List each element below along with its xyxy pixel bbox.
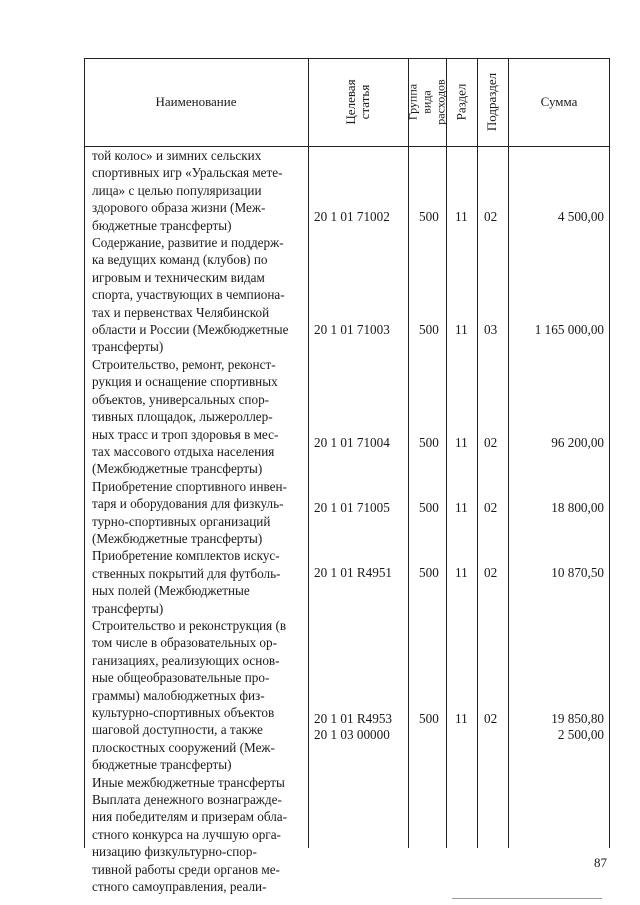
amount: 19 850,80 [551,711,604,726]
column-divider [446,58,447,848]
group-code: 500 [419,711,439,726]
desc-line: шаговой доступности, а также [92,722,263,738]
target-code: 20 1 01 71005 [314,500,390,515]
footer-rule [452,898,602,899]
desc-line: ния победителям и призерам обла- [92,809,288,825]
desc-line: стного самоуправления, реали- [92,879,267,895]
page-number: 87 [594,855,607,870]
desc-line: бюджетные трансферты) [92,217,232,233]
group-code: 500 [419,435,439,450]
desc-line: плоскостных сооружений (Меж- [92,739,275,755]
desc-line: ственных покрытий для футболь- [92,565,281,581]
target-code: 20 1 03 00000 [314,727,390,742]
amount: 96 200,00 [551,435,604,450]
desc-line: (Межбюджетные трансферты) [92,530,263,546]
section-code: 11 [455,435,468,450]
header-sum: Сумма [540,94,578,109]
header-section-label: Раздел [453,83,469,121]
subsection-code: 02 [484,435,498,450]
desc-line: том числе в образовательных ор- [92,635,278,651]
desc-line: тивных площадок, лыжероллер- [92,409,273,425]
desc-line: ных полей (Межбюджетные [92,583,250,599]
desc-line: турно-спортивных организаций [92,513,271,529]
header-target [308,58,408,146]
column-divider [508,58,509,848]
desc-line: объектов, универсальных спор- [92,391,270,407]
group-code: 500 [419,565,439,580]
desc-line: ные общеобразовательные про- [92,670,270,686]
subsection-code: 02 [484,209,498,224]
section-code: 11 [455,500,468,515]
desc-line: (Межбюджетные трансферты) [92,461,263,477]
desc-line: ганизациях, реализующих основ- [92,652,280,668]
amount: 2 500,00 [557,727,604,742]
desc-line: тах массового отдыха населения [92,443,275,459]
target-code: 20 1 01 R4953 [314,711,393,726]
target-code: 20 1 01 71002 [314,209,390,224]
desc-line: лица» с целью популяризации [92,182,262,198]
subsection-code: 02 [484,565,498,580]
header-name: Наименование [155,94,237,109]
desc-line: ных трасс и троп здоровья в мес- [92,426,279,442]
group-code: 500 [419,322,439,337]
amount: 18 800,00 [551,500,604,515]
desc-line: таря и оборудования для физкуль- [92,496,284,512]
header-section [446,58,477,146]
subsection-code: 02 [484,711,498,726]
header-target-label: Целевая статья [343,79,372,125]
desc-line: стного конкурса на лучшую орга- [92,826,281,842]
column-divider [477,58,478,848]
description-column [92,147,306,895]
desc-line: той колос» и зимних сельских [92,148,262,163]
desc-line: рукция и оснащение спортивных [92,374,278,390]
amount: 1 165 000,00 [534,322,604,337]
target-code: 20 1 01 71003 [314,322,390,337]
desc-line: Приобретение комплектов искус- [92,548,280,564]
desc-line: бюджетные трансферты) [92,757,232,773]
header-subsection [477,58,508,146]
header-group-label: Группа вида расходов [406,79,448,125]
desc-line: ка ведущих команд (клубов) по [92,252,268,268]
desc-line: Иные межбюджетные трансферты [92,774,285,790]
section-code: 11 [455,565,468,580]
column-divider [308,58,309,848]
target-code: 20 1 01 R4951 [314,565,393,580]
subsection-code: 02 [484,500,498,515]
group-code: 500 [419,500,439,515]
desc-line: Содержание, развитие и поддерж- [92,235,284,251]
target-code: 20 1 01 71004 [314,435,390,450]
desc-line: спортивных игр «Уральская мете- [92,165,283,181]
group-code: 500 [419,209,439,224]
desc-line: трансферты) [92,339,164,355]
desc-line: спорта, участвующих в чемпиона- [92,287,285,303]
section-code: 11 [455,711,468,726]
desc-line: игровым и техническим видам [92,269,265,285]
desc-line: здорового образа жизни (Меж- [92,200,266,216]
desc-line: Приобретение спортивного инвен- [92,478,287,494]
header-group [408,58,446,146]
desc-line: Выплата денежного вознагражде- [92,792,282,808]
amount: 10 870,50 [551,565,604,580]
desc-line: трансферты) [92,600,164,616]
subsection-code: 03 [484,322,498,337]
desc-line: граммы) малобюджетных физ- [92,687,265,703]
desc-line: культурно-спортивных объектов [92,705,275,720]
header-subsection-label: Подраздел [484,72,500,132]
desc-line: Строительство, ремонт, реконст- [92,356,276,372]
desc-line: области и России (Межбюджетные [92,322,289,338]
desc-line: Строительство и реконструкция (в [92,617,287,633]
section-code: 11 [455,322,468,337]
column-divider [408,58,409,848]
desc-line: низацию физкультурно-спор- [92,844,257,860]
desc-line: тивной работы среди органов ме- [92,861,280,877]
desc-line: тах и первенствах Челябинской [92,304,270,320]
section-code: 11 [455,209,468,224]
amount: 4 500,00 [557,209,604,224]
